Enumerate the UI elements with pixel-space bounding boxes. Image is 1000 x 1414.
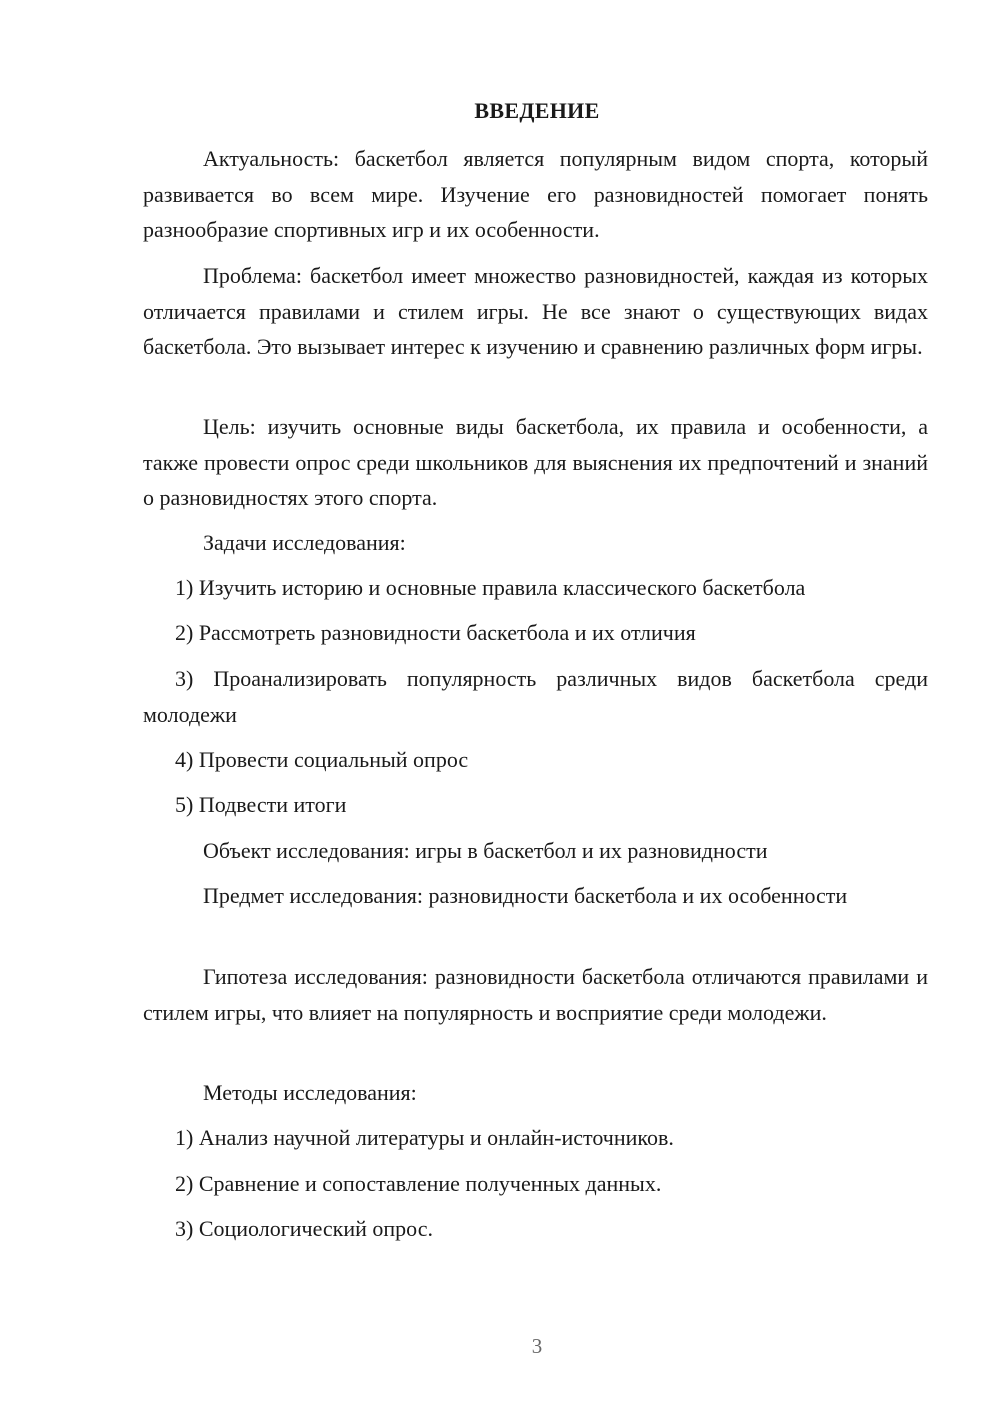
methods-heading: Методы исследования: xyxy=(203,1080,417,1105)
paragraph-goal: Цель: изучить основные виды баскетбола, их правила и особенности, а также провести опрос среди школьников для выяснения их предпочтений и знаний о разновидностях этого спорта. xyxy=(143,414,928,510)
page-number: 3 xyxy=(531,1334,543,1358)
method-item-2: 2) Сравнение и сопоставление полученных данных. xyxy=(175,1171,662,1196)
task-item-3: 3) Проанализировать популярность различных видов баскетбола среди молодежи xyxy=(143,666,928,727)
task-item-4: 4) Провести социальный опрос xyxy=(175,747,469,772)
paragraph-hypothesis: Гипотеза исследования: разновидности баскетбола отличаются правилами и стилем игры, что влияет на популярность и восприятие среди молодежи. xyxy=(143,964,928,1025)
method-item-1: 1) Анализ научной литературы и онлайн-источников. xyxy=(175,1125,674,1150)
tasks-heading: Задачи исследования: xyxy=(203,530,406,555)
task-item-1: 1) Изучить историю и основные правила классического баскетбола xyxy=(175,575,806,600)
paragraph-relevance: Актуальность: баскетбол является популярным видом спорта, который развивается во всем мире. Изучение его разновидностей помогает понять разнообразие спортивных игр и их особенности. xyxy=(143,146,928,242)
section-title: ВВЕДЕНИЕ xyxy=(474,98,600,123)
paragraph-subject: Предмет исследования: разновидности баскетбола и их особенности xyxy=(203,883,848,908)
paragraph-object: Объект исследования: игры в баскетбол и их разновидности xyxy=(203,838,768,863)
task-item-2: 2) Рассмотреть разновидности баскетбола и их отличия xyxy=(175,620,696,645)
method-item-3: 3) Социологический опрос. xyxy=(175,1216,433,1241)
task-item-5: 5) Подвести итоги xyxy=(175,792,347,817)
paragraph-problem: Проблема: баскетбол имеет множество разновидностей, каждая из которых отличается правилами и стилем игры. Не все знают о существующих видах баскетбола. Это вызывает интерес к изучению и сравнению различных форм игры. xyxy=(143,263,928,359)
